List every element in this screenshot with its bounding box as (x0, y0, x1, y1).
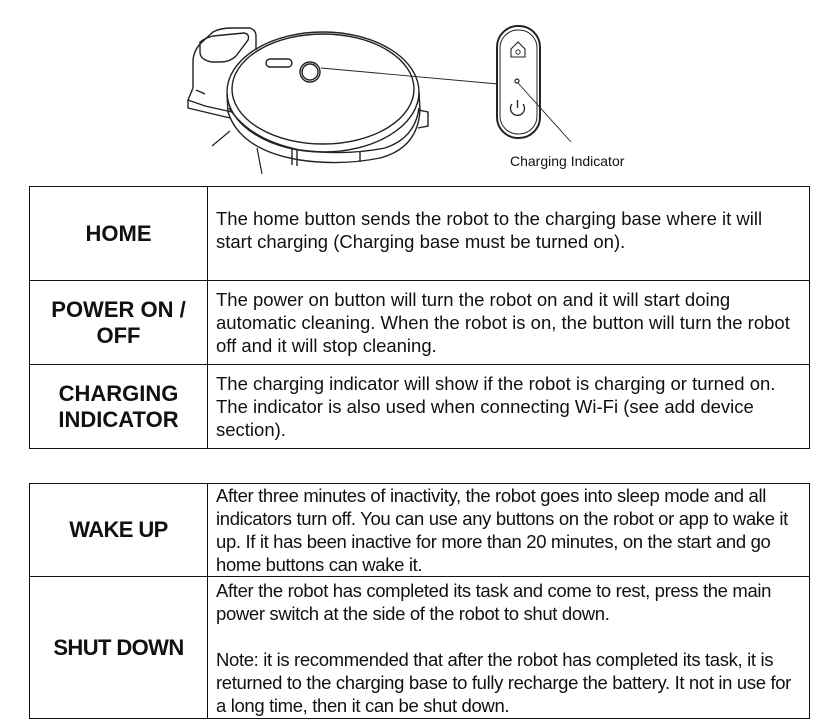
shut-down-note: Note: it is recommended that after the robot has completed its task, it is returned to the charging base to fully recharge the battery. It not in use for a long time, then it can be shut down. (216, 648, 791, 716)
description-wake-up: After three minutes of inactivity, the robot goes into sleep mode and all indicators turn off. You can use any buttons on the robot or app to wake it up. If it has been inactive for more than 20 minutes, on the start and go home buttons can wake it. (208, 484, 810, 577)
term-home: HOME (30, 187, 208, 281)
description-home: The home button sends the robot to the charging base where it will start charging (Charging base must be turned on). (208, 187, 810, 281)
term-charging-indicator: CHARGING INDICATOR (30, 365, 208, 449)
buttons-table (29, 186, 810, 449)
term-shut-down: SHUT DOWN (30, 577, 208, 719)
table-row-wake-up (30, 484, 810, 577)
table-row-power (30, 281, 810, 365)
table-row-home (30, 187, 810, 281)
robot-vacuum-illustration (0, 0, 818, 180)
description-charging-indicator: The charging indicator will show if the robot is charging or turned on. The indicator is also used when connecting Wi-Fi (see add device section). (208, 365, 810, 449)
charging-indicator-callout: Charging Indicator (510, 153, 625, 169)
term-wake-up: WAKE UP (30, 484, 208, 577)
description-shut-down: After the robot has completed its task and come to rest, press the main power switch at the side of the robot to shut down. Note: it is recommended that after the robot has completed its task, it is returned to the charging base to fully recharge the battery. It not in use for a long time, then it can be shut down. (208, 577, 810, 719)
table-row-shut-down (30, 577, 810, 719)
robot-button-diagram (0, 0, 818, 180)
modes-table (29, 483, 810, 719)
term-power-on-off: POWER ON / OFF (30, 281, 208, 365)
description-power: The power on button will turn the robot on and it will start doing automatic cleaning. When the robot is on, the button will turn the robot off and it will stop cleaning. (208, 281, 810, 365)
table-row-charging-indicator (30, 365, 810, 449)
